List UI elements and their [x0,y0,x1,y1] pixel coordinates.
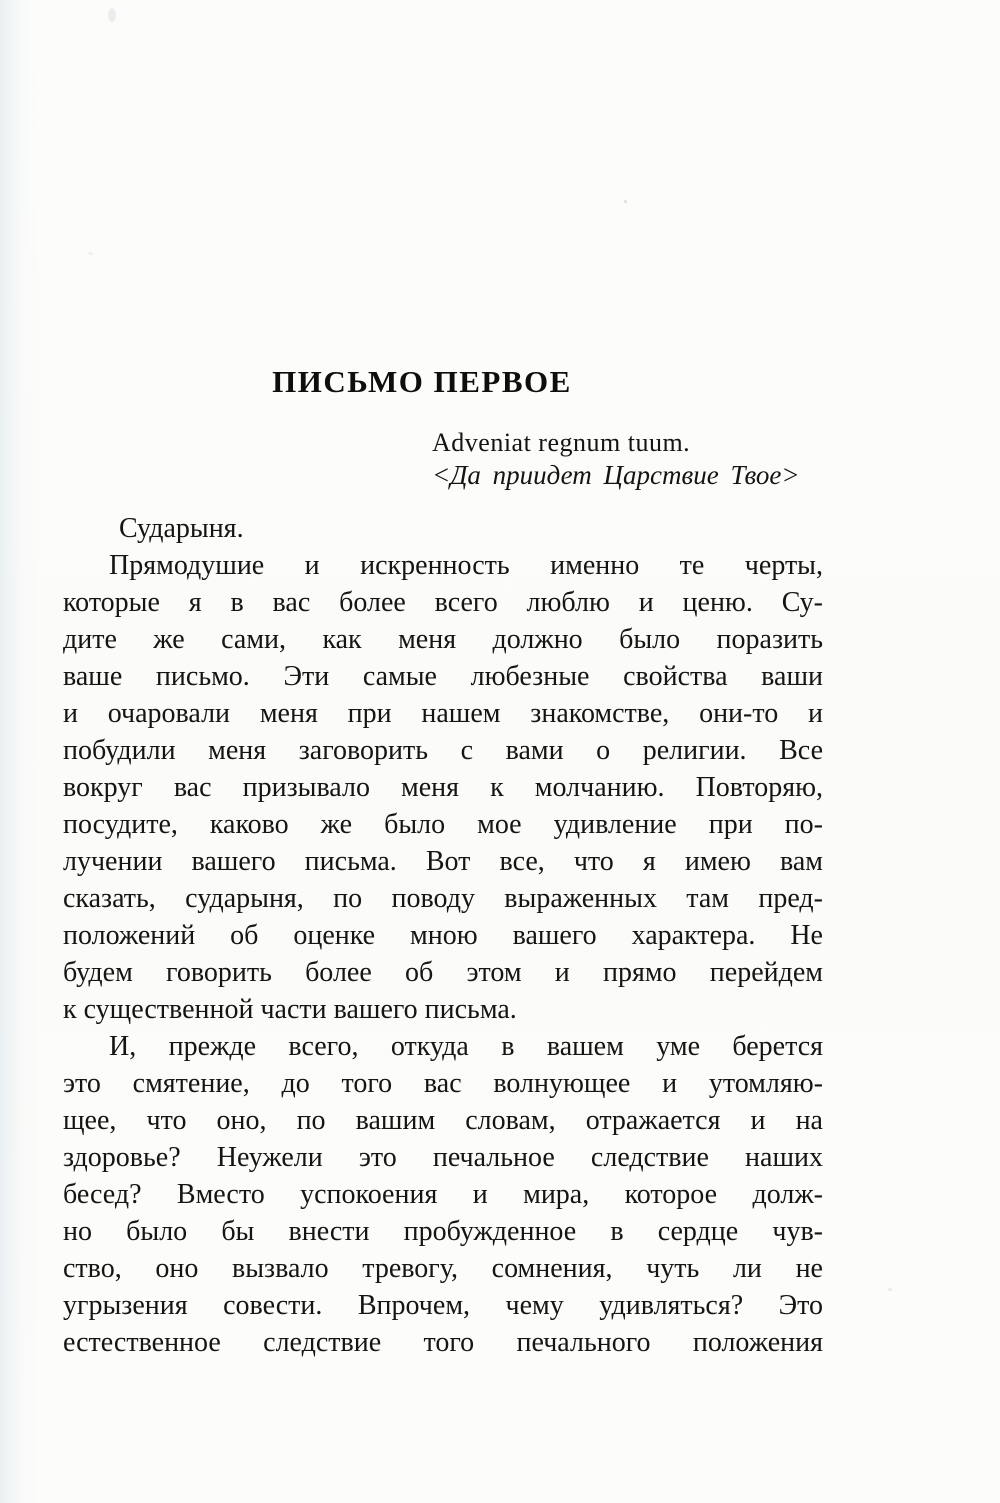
epigraph-latin-line: Adveniat regnum tuum. [432,428,691,457]
body-text [63,510,823,1361]
text-line: положений об оценке мною вашего характера. Не [63,920,823,951]
text-line: лучении вашего письма. Вот все, что я имею вам [63,846,823,877]
text-line: здоровье? Неужели это печальное следствие наших [63,1142,823,1173]
text-line: побудили меня заговорить с вами о религии. Все [63,735,823,766]
text-line: естественное следствие того печального положения [63,1327,823,1358]
text-line: Прямодушие и искренность именно те черты, [109,550,823,581]
scan-speck [108,8,116,22]
paragraphs-container [63,547,823,1361]
text-line: которые я в вас более всего люблю и ценю. Су- [63,587,823,618]
text-line: будем говорить более об этом и прямо перейдем [63,957,823,988]
text-line: угрызения совести. Впрочем, чему удивляться? Это [63,1290,823,1321]
text-line: но было бы внести пробужденное в сердце чув- [63,1216,823,1247]
text-line: ваше письмо. Эти самые любезные свойства ваши [63,661,823,692]
text-line: и очаровали меня при нашем знакомстве, они-то и [63,698,823,729]
scan-speck [88,252,93,255]
text-line: к существенной части вашего письма. [63,994,517,1025]
text-line: бесед? Вместо успокоения и мира, которое долж- [63,1179,823,1210]
scan-speck [888,1288,892,1291]
salutation-line: Сударыня. [119,513,244,544]
chapter-title: ПИСЬМО ПЕРВОЕ [272,364,572,399]
text-line: ство, оно вызвало тревогу, сомнения, чуть ли не [63,1253,823,1284]
epigraph [432,426,852,492]
text-line: сказать, сударыня, по поводу выраженных там пред- [63,883,823,914]
text-line: дите же сами, как меня должно было поразить [63,624,823,655]
text-line: посудите, каково же было мое удивление при по- [63,809,823,840]
text-line: это смятение, до того вас волнующее и утомляю- [63,1068,823,1099]
text-line: щее, что оно, по вашим словам, отражается и на [63,1105,823,1136]
text-line: И, прежде всего, откуда в вашем уме берется [109,1031,823,1062]
scan-speck [624,200,627,203]
text-line: вокруг вас призывало меня к молчанию. Повторяю, [63,772,823,803]
epigraph-translation-line: <Да приидет Царствие Твое> [432,460,800,490]
